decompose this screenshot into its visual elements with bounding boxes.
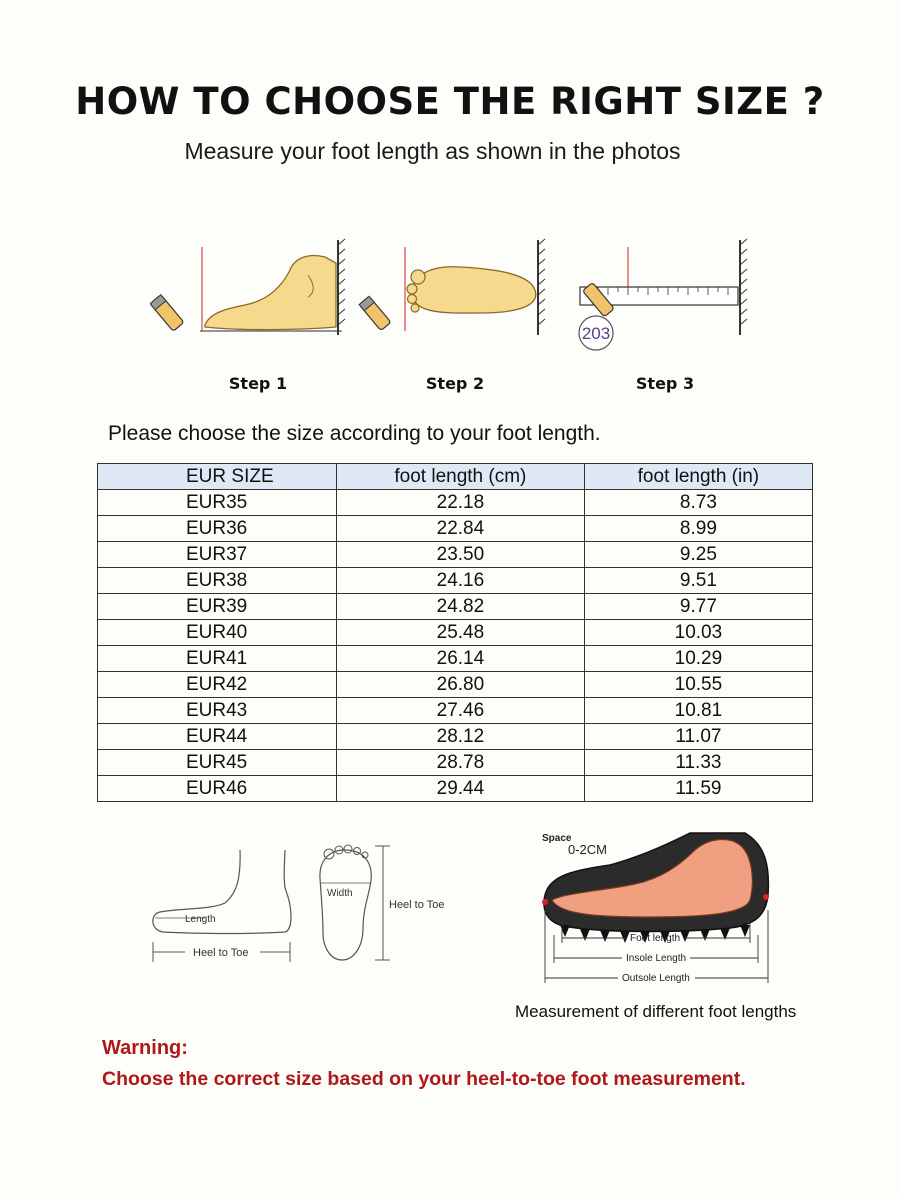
space-value: 0-2CM — [568, 842, 608, 857]
eur-size-cell: EUR40 — [98, 620, 337, 646]
table-header-row — [98, 464, 813, 490]
foot-length-in-cell: 11.33 — [584, 750, 812, 776]
table-row — [98, 516, 813, 542]
foot-length-cm-cell: 26.80 — [337, 672, 585, 698]
table-row — [98, 620, 813, 646]
step1-pencil-icon — [150, 295, 184, 332]
foot-length-in-cell: 10.03 — [584, 620, 812, 646]
table-row — [98, 646, 813, 672]
ruler-reading-text: 203 — [581, 324, 611, 343]
page-title: HOW TO CHOOSE THE RIGHT SIZE ? — [75, 80, 825, 123]
shoe-measurement-diagram — [530, 825, 780, 990]
foot-length-cm-cell: 22.18 — [337, 490, 585, 516]
foot-length-cm-cell: 27.46 — [337, 698, 585, 724]
foot-length-cm-cell: 22.84 — [337, 516, 585, 542]
step1-foot-side-image — [150, 239, 345, 335]
eur-size-cell: EUR42 — [98, 672, 337, 698]
warning-text: Choose the correct size based on your heel-to-toe foot measurement. — [102, 1068, 746, 1090]
warning-title: Warning: — [102, 1037, 188, 1059]
foot-length-in-cell: 11.07 — [584, 724, 812, 750]
table-row — [98, 568, 813, 594]
step-1-label: Step 1 — [228, 374, 288, 393]
table-row — [98, 672, 813, 698]
eur-size-cell: EUR38 — [98, 568, 337, 594]
foot-length-cm-cell: 24.16 — [337, 568, 585, 594]
foot-length-in-cell: 9.51 — [584, 568, 812, 594]
foot-length-in-cell: 10.81 — [584, 698, 812, 724]
size-table-body — [98, 490, 813, 802]
foot-length-cm-cell: 25.48 — [337, 620, 585, 646]
sole-outline-image — [320, 845, 445, 960]
table-row — [98, 542, 813, 568]
table-row — [98, 698, 813, 724]
step2-pencil-icon — [359, 296, 391, 330]
eur-size-cell: EUR37 — [98, 542, 337, 568]
column-header-eur-size: EUR SIZE — [98, 464, 337, 490]
table-row — [98, 750, 813, 776]
foot-length-cm-cell: 23.50 — [337, 542, 585, 568]
page-subtitle: Measure your foot length as shown in the photos — [184, 138, 681, 164]
table-row — [98, 776, 813, 802]
outsole-length-label: Outsole Length — [622, 973, 690, 984]
eur-size-cell: EUR35 — [98, 490, 337, 516]
foot-length-cm-cell: 26.14 — [337, 646, 585, 672]
eur-size-cell: EUR44 — [98, 724, 337, 750]
size-instruction: Please choose the size according to your foot length. — [108, 422, 601, 445]
table-row — [98, 724, 813, 750]
eur-size-cell: EUR46 — [98, 776, 337, 802]
side-heel-to-toe-label: Heel to Toe — [193, 947, 249, 959]
eur-size-cell: EUR41 — [98, 646, 337, 672]
eur-size-cell: EUR39 — [98, 594, 337, 620]
column-header-foot-length-in: foot length (in) — [584, 464, 812, 490]
foot-length-in-cell: 9.25 — [584, 542, 812, 568]
foot-length-cm-cell: 28.78 — [337, 750, 585, 776]
foot-length-cm-cell: 24.82 — [337, 594, 585, 620]
size-chart-table — [97, 463, 813, 802]
step-3-label: Step 3 — [635, 374, 695, 393]
foot-length-in-cell: 8.73 — [584, 490, 812, 516]
column-header-foot-length-cm: foot length (cm) — [337, 464, 585, 490]
shoe-diagram-caption: Measurement of different foot lengths — [515, 1002, 797, 1021]
foot-length-cm-cell: 28.12 — [337, 724, 585, 750]
step-2-label: Step 2 — [425, 374, 485, 393]
foot-length-in-cell: 10.55 — [584, 672, 812, 698]
insole-length-label: Insole Length — [626, 953, 687, 964]
space-label: Space — [542, 833, 572, 844]
eur-size-cell: EUR45 — [98, 750, 337, 776]
sole-width-label: Width — [327, 888, 353, 899]
step2-foot-top-image — [359, 239, 545, 335]
step3-ruler-image — [579, 239, 747, 350]
measurement-steps-illustration — [150, 235, 760, 365]
foot-length-in-cell: 11.59 — [584, 776, 812, 802]
foot-length-in-cell: 9.77 — [584, 594, 812, 620]
side-foot-outline-image — [153, 850, 291, 962]
foot-outline-diagram — [145, 838, 475, 968]
shoe-foot-length-label: Foot length — [630, 933, 681, 944]
foot-length-in-cell: 10.29 — [584, 646, 812, 672]
foot-length-in-cell: 8.99 — [584, 516, 812, 542]
table-row — [98, 490, 813, 516]
eur-size-cell: EUR43 — [98, 698, 337, 724]
table-row — [98, 594, 813, 620]
side-length-label: Length — [185, 914, 216, 925]
sole-heel-to-toe-label: Heel to Toe — [389, 899, 445, 911]
eur-size-cell: EUR36 — [98, 516, 337, 542]
foot-length-cm-cell: 29.44 — [337, 776, 585, 802]
